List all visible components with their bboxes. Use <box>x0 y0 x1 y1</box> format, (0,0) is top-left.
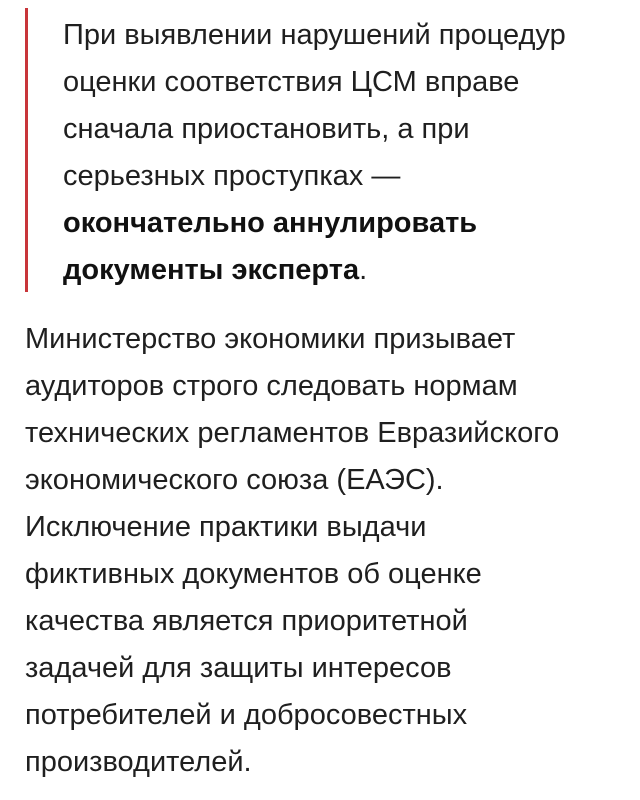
quote-bold-line-2: документы эксперта <box>63 254 360 286</box>
paragraph-line-9: потребителей и добросовестных <box>25 699 468 731</box>
main-paragraph <box>25 316 615 786</box>
paragraph-line-5: Исключение практики выдачи <box>25 511 427 543</box>
quote-line-4: серьезных проступках — <box>63 160 401 192</box>
quote-bold-line-1: окончательно аннулировать <box>63 207 478 239</box>
paragraph-line-7: качества является приоритетной <box>25 605 468 637</box>
quote-block <box>25 8 605 292</box>
paragraph-line-1: Министерство экономики призывает <box>25 323 516 355</box>
quote-text <box>63 12 603 294</box>
paragraph-line-8: задачей для защиты интересов <box>25 652 452 684</box>
quote-line-1: При выявлении нарушений процедур <box>63 19 566 51</box>
quote-line-2: оценки соответствия ЦСМ вправе <box>63 66 520 98</box>
paragraph-line-4: экономического союза (ЕАЭС). <box>25 464 444 496</box>
quote-period: . <box>359 254 368 286</box>
paragraph-line-6: фиктивных документов об оценке <box>25 558 482 590</box>
paragraph-line-10: производителей. <box>25 746 252 778</box>
paragraph-line-2: аудиторов строго следовать нормам <box>25 370 518 402</box>
quote-line-3: сначала приостановить, а при <box>63 113 470 145</box>
paragraph-line-3: технических регламентов Евразийского <box>25 417 560 449</box>
